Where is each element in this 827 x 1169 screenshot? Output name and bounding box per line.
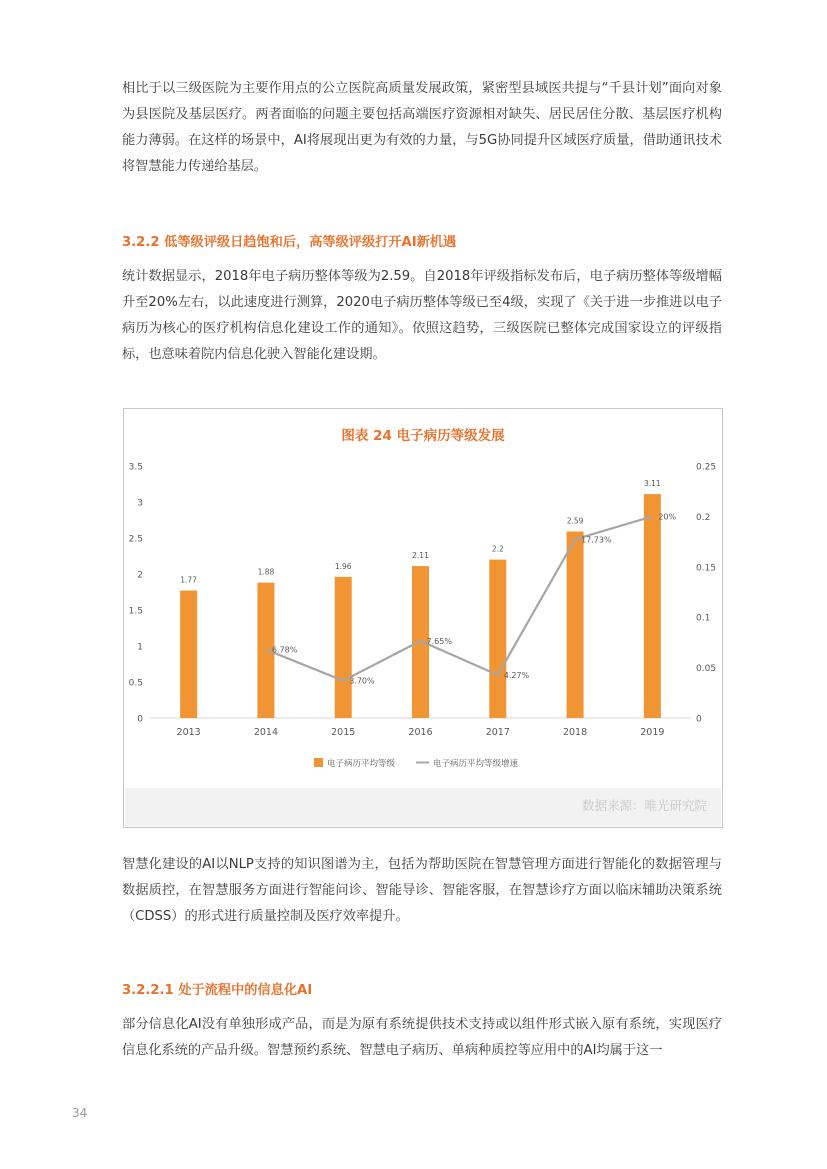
chart-svg [124, 409, 722, 827]
chart-title: 图表 24 电子病历等级发展 [341, 428, 505, 444]
bar-data-label: 1.88 [257, 567, 275, 577]
y-left-tick-label: 1 [137, 642, 143, 653]
x-tick-label: 2014 [253, 727, 279, 738]
bar [180, 591, 197, 718]
bar-data-label: 1.77 [180, 575, 197, 585]
y-left-tick-label: 3.5 [128, 462, 143, 473]
bar-data-label: 2.11 [412, 551, 429, 561]
x-tick-label: 2019 [640, 727, 665, 738]
legend-line-label: 电子病历平均等级增速 [433, 759, 519, 769]
line-data-label: 6.78% [271, 645, 298, 655]
bar [489, 560, 506, 718]
x-tick-label: 2013 [176, 727, 201, 738]
bar-data-label: 2.2 [491, 544, 504, 554]
line-data-label: 17.73% [581, 535, 612, 545]
y-right-tick-label: 0.15 [696, 563, 717, 574]
y-right-tick-label: 0.2 [696, 512, 711, 523]
x-tick-label: 2015 [331, 727, 356, 738]
line-data-label: 3.70% [349, 676, 375, 686]
section-heading-3-2-2-1: 3.2.2.1 处于流程中的信息化AI [122, 983, 313, 998]
y-left-tick-label: 3 [137, 498, 143, 509]
bar-data-label: 2.59 [566, 516, 584, 526]
legend-bar-label: 电子病历平均等级 [327, 759, 396, 769]
y-right-tick-label: 0 [696, 714, 702, 725]
y-left-tick-label: 2.5 [128, 534, 143, 545]
emr-statistics-paragraph: 统计数据显示，2018年电子病历整体等级为2.59。自2018年评级指标发布后，电子病历整体等级增幅升至20%左右，以此速度进行测算，2020电子病历整体等级已至4级，实现了《关于进一步推进以电子病历为核心的医疗机构信息化建设工作的通知》。依照这趋势，三级医院已整体完成国家设立的评级指标，也意味着院内信息化驶入智能化建设期。 [122, 269, 722, 362]
y-left-tick-label: 0.5 [128, 678, 143, 689]
x-tick-label: 2017 [485, 727, 510, 738]
chart-source: 数据来源：唯光研究院 [581, 798, 707, 813]
line-data-label: 4.27% [503, 670, 530, 680]
bar [335, 577, 352, 718]
y-left-tick-label: 2 [137, 570, 143, 581]
bar [567, 532, 584, 718]
x-tick-label: 2018 [562, 727, 588, 738]
legend-bar-swatch [314, 758, 323, 767]
chart-source-band [125, 788, 721, 826]
info-ai-paragraph: 部分信息化AI没有单独形成产品，而是为原有系统提供技术支持或以组件形式嵌入原有系统，实现医疗信息化系统的产品升级。智慧预约系统、智慧电子病历、单病种质控等应用中的AI均属于这一 [122, 1017, 722, 1058]
bar [644, 494, 661, 718]
intro-paragraph: 相比于以三级医院为主要作用点的公立医院高质量发展政策，紧密型县域医共提与“千县计划”面向对象为县医院及基层医疗。两者面临的问题主要包括高端医疗资源相对缺失、居民居住分散、基层医疗机构能力薄弱。在这样的场景中，AI将展现出更为有效的力量，与5G协同提升区域医疗质量，借助通讯技术将智慧能力传递给基层。 [122, 81, 722, 174]
y-right-tick-label: 0.05 [696, 664, 717, 675]
y-left-tick-label: 0 [137, 714, 143, 725]
emr-level-chart [123, 408, 723, 828]
bar-data-label: 1.96 [334, 561, 352, 571]
page-number: 34 [72, 1106, 88, 1120]
line-data-label: 20% [658, 512, 677, 522]
section-heading-3-2-2: 3.2.2 低等级评级日趋饱和后，高等级评级打开AI新机遇 [122, 235, 457, 250]
line-data-label: 7.65% [426, 636, 452, 646]
y-right-tick-label: 0.1 [696, 613, 711, 624]
y-right-tick-label: 0.25 [696, 462, 717, 473]
smart-construction-paragraph: 智慧化建设的AI以NLP支持的知识图谱为主，包括为帮助医院在智慧管理方面进行智能化的数据管理与数据质控，在智慧服务方面进行智能问诊、智能导诊、智能客服，在智慧诊疗方面以临床辅助决策系统（CDSS）的形式进行质量控制及医疗效率提升。 [122, 857, 722, 924]
y-left-tick-label: 1.5 [128, 606, 143, 617]
x-tick-label: 2016 [408, 727, 433, 738]
bar-data-label: 3.11 [644, 479, 661, 489]
